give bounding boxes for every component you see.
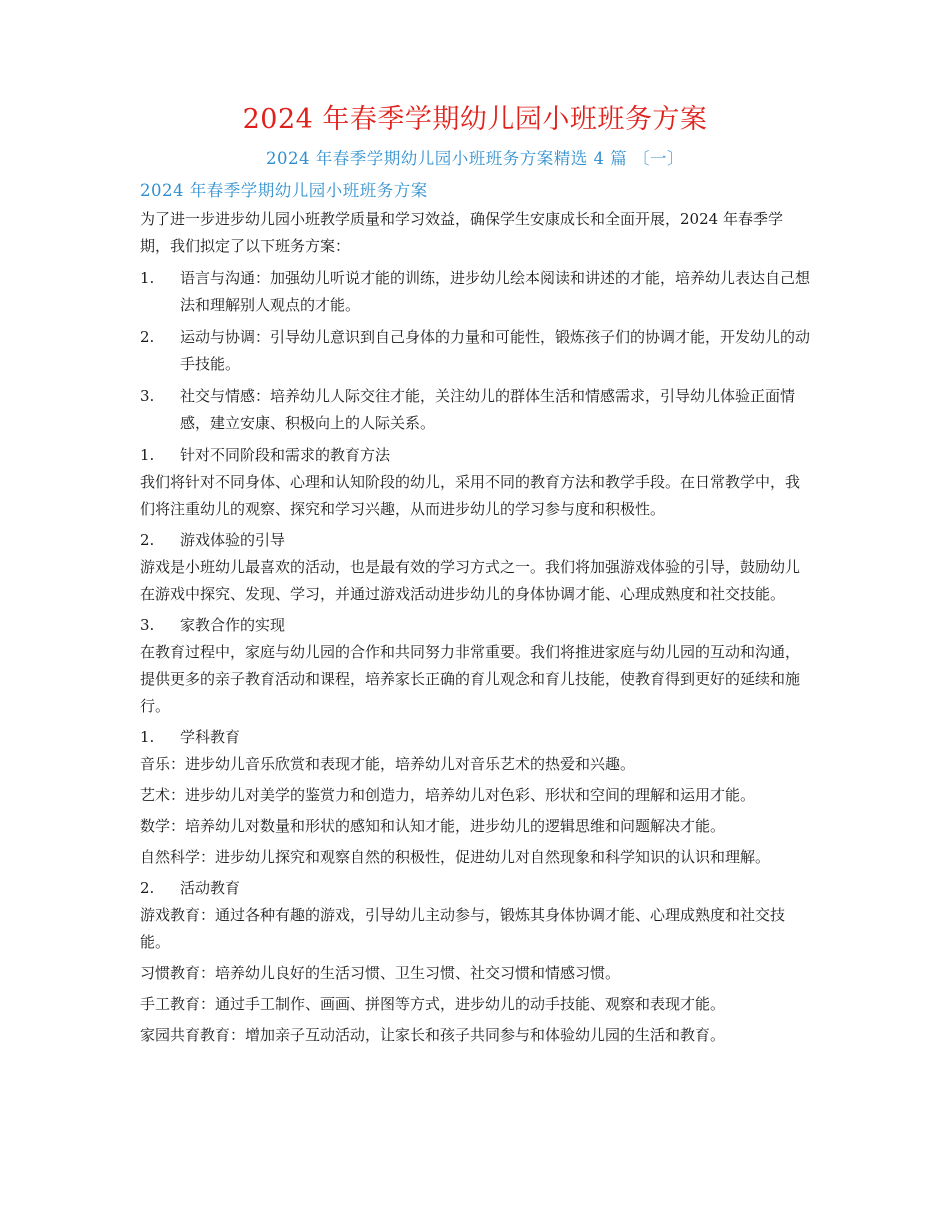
list-item bbox=[140, 383, 812, 437]
list-text: 语言与沟通：加强幼儿听说才能的训练，进步幼儿绘本阅读和讲述的才能，培养幼儿表达自己想法和理解别人观点的才能。 bbox=[180, 269, 811, 314]
activity-line: 家园共育教育：增加亲子互动活动，让家长和孩子共同参与和体验幼儿园的生活和教育。 bbox=[140, 1026, 726, 1044]
subject-line: 艺术：进步幼儿对美学的鉴赏力和创造力，培养幼儿对色彩、形状和空间的理解和运用才能。 bbox=[140, 786, 756, 804]
list-number: 1. bbox=[140, 728, 155, 746]
list-number: 3. bbox=[140, 616, 155, 634]
subject-line: 数学：培养幼儿对数量和形状的感知和认知才能，进步幼儿的逻辑思维和问题解决才能。 bbox=[140, 817, 726, 835]
method-heading bbox=[140, 527, 812, 554]
method-title: 针对不同阶段和需求的教育方法 bbox=[180, 446, 391, 464]
method-heading bbox=[140, 612, 812, 639]
document-subtitle: 2024 年春季学期幼儿园小班班务方案精选 4 篇 〔一〕 bbox=[266, 149, 684, 168]
intro-paragraph: 为了进一步进步幼儿园小班教学质量和学习效益，确保学生安康成长和全面开展，2024 年春季学期，我们拟定了以下班务方案： bbox=[140, 210, 783, 255]
subject-line: 音乐：进步幼儿音乐欣赏和表现才能，培养幼儿对音乐艺术的热爱和兴趣。 bbox=[140, 755, 636, 773]
activity-line: 手工教育：通过手工制作、画画、拼图等方式，进步幼儿的动手技能、观察和表现才能。 bbox=[140, 995, 726, 1013]
document-body bbox=[140, 178, 812, 1053]
method-title: 游戏体验的引导 bbox=[180, 531, 286, 549]
list-item bbox=[140, 265, 812, 319]
list-number: 3. bbox=[140, 387, 155, 405]
list-item bbox=[140, 324, 812, 378]
list-text: 运动与协调：引导幼儿意识到自己身体的力量和可能性，锻炼孩子们的协调才能，开发幼儿的动手技能。 bbox=[180, 328, 811, 373]
list-text: 社交与情感：培养幼儿人际交往才能，关注幼儿的群体生活和情感需求，引导幼儿体验正面情感，建立安康、积极向上的人际关系。 bbox=[180, 387, 796, 432]
method-paragraph: 在教育过程中，家庭与幼儿园的合作和共同努力非常重要。我们将推进家庭与幼儿园的互动和沟通，提供更多的亲子教育活动和课程，培养家长正确的育儿观念和育儿技能，使教育得到更好的延续和施行。 bbox=[140, 643, 801, 715]
list-number: 2. bbox=[140, 328, 155, 346]
goals-list bbox=[140, 265, 812, 437]
activities-heading bbox=[140, 875, 812, 902]
list-number: 1. bbox=[140, 446, 155, 464]
activities-title: 活动教育 bbox=[180, 879, 241, 897]
method-paragraph: 游戏是小班幼儿最喜欢的活动，也是最有效的学习方式之一。我们将加强游戏体验的引导，鼓励幼儿在游戏中探究、发现、学习，并通过游戏活动进步幼儿的身体协调才能、心理成熟度和社交技能。 bbox=[140, 558, 801, 603]
subjects-title: 学科教育 bbox=[180, 728, 241, 746]
document-title: 2024 年春季学期幼儿园小班班务方案 bbox=[242, 104, 708, 135]
activity-line: 游戏教育：通过各种有趣的游戏，引导幼儿主动参与，锻炼其身体协调才能、心理成熟度和社交技能。 bbox=[140, 906, 786, 951]
method-paragraph: 我们将针对不同身体、心理和认知阶段的幼儿，采用不同的教育方法和教学手段。在日常教学中，我们将注重幼儿的观察、探究和学习兴趣，从而进步幼儿的学习参与度和积极性。 bbox=[140, 473, 801, 518]
section-heading: 2024 年春季学期幼儿园小班班务方案 bbox=[140, 181, 428, 200]
subjects-heading bbox=[140, 724, 812, 751]
activity-line: 习惯教育：培养幼儿良好的生活习惯、卫生习惯、社交习惯和情感习惯。 bbox=[140, 964, 621, 982]
list-number: 2. bbox=[140, 531, 155, 549]
list-number: 2. bbox=[140, 879, 155, 897]
method-heading bbox=[140, 442, 812, 469]
subject-line: 自然科学：进步幼儿探究和观察自然的积极性，促进幼儿对自然现象和科学知识的认识和理解。 bbox=[140, 848, 771, 866]
list-number: 1. bbox=[140, 269, 155, 287]
method-title: 家教合作的实现 bbox=[180, 616, 286, 634]
